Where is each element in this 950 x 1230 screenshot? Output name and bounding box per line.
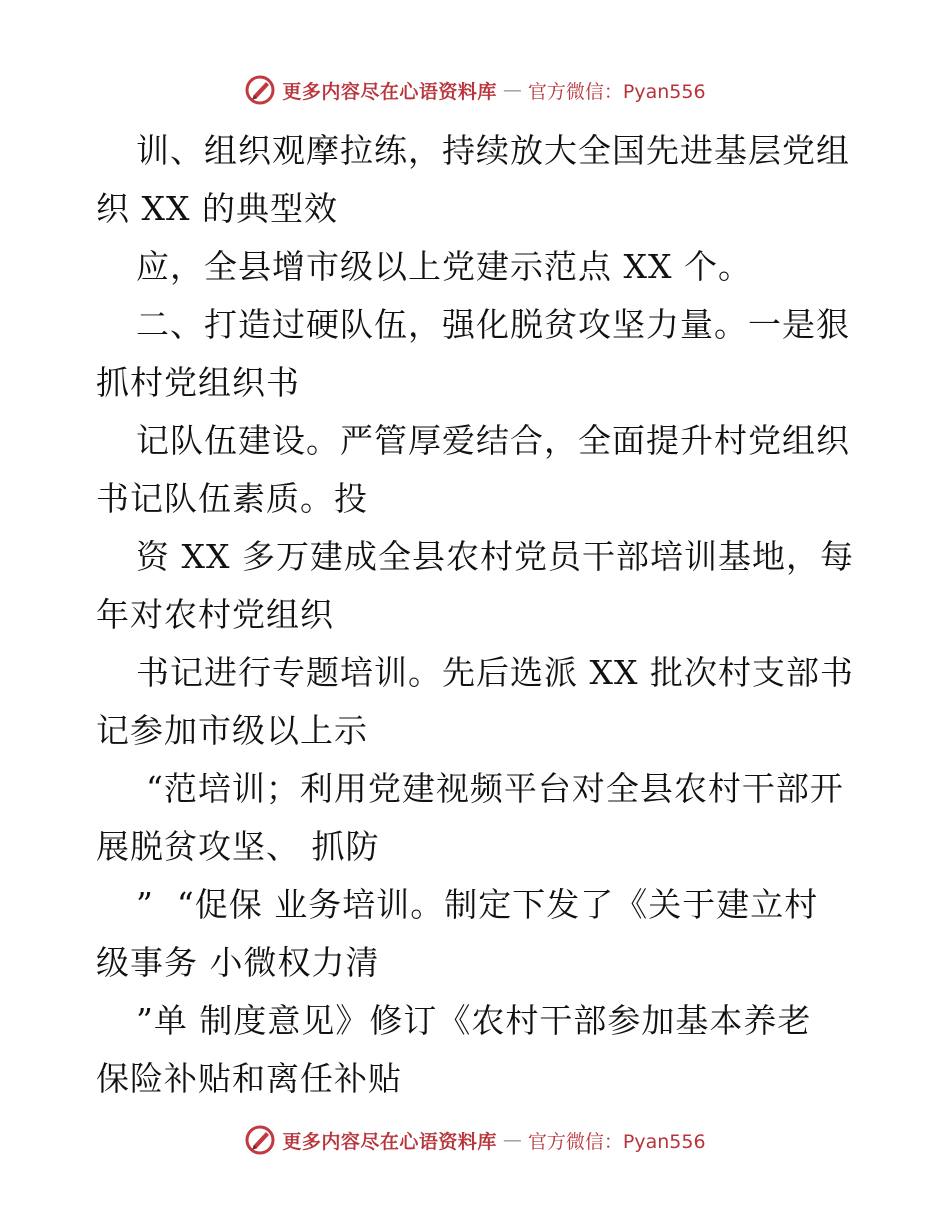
body-line: 记参加市级以上示 xyxy=(96,711,368,750)
body-line: 织 XX 的典型效 xyxy=(96,189,338,228)
body-line: 保险补贴和离任补贴 xyxy=(96,1059,402,1098)
footer-watermark xyxy=(0,1120,950,1160)
body-line: 记队伍建设。严管厚爱结合，全面提升村党组织 xyxy=(136,421,850,460)
watermark-dash: — xyxy=(502,1129,522,1151)
watermark-contact: 官方微信：Pyan556 xyxy=(527,80,706,103)
body-line: 书记进行专题培训。先后选派 XX 批次村支部书 xyxy=(136,653,854,692)
document-body xyxy=(96,122,856,1108)
body-line: ” “促保 业务培训。制定下发了《关于建立村 xyxy=(136,885,819,924)
body-line: 训、组织观摩拉练，持续放大全国先进基层党组 xyxy=(136,131,850,170)
body-line: 资 XX 多万建成全县农村党员干部培训基地，每 xyxy=(136,537,854,576)
pen-logo-icon xyxy=(244,1124,276,1156)
body-line: 应，全县增市级以上党建示范点 XX 个。 xyxy=(136,247,752,286)
watermark-dash: — xyxy=(502,79,522,101)
body-line: 展脱贫攻坚、 抓防 xyxy=(96,827,380,866)
body-line: 二、打造过硬队伍，强化脱贫攻坚力量。一是狠 xyxy=(136,305,850,344)
pen-logo-icon xyxy=(244,74,276,106)
watermark-brand: 更多内容尽在心语资料库 xyxy=(282,80,497,103)
watermark-brand: 更多内容尽在心语资料库 xyxy=(282,1130,497,1153)
body-line: 年对农村党组织 xyxy=(96,595,334,634)
body-line: 书记队伍素质。投 xyxy=(96,479,368,518)
watermark-contact: 官方微信：Pyan556 xyxy=(527,1130,706,1153)
body-line: “范培训；利用党建视频平台对全县农村干部开 xyxy=(146,769,844,808)
body-line: 抓村党组织书 xyxy=(96,363,300,402)
header-watermark xyxy=(0,70,950,110)
body-line: ”单 制度意见》修订《农村干部参加基本养老 xyxy=(136,1001,812,1040)
body-line: 级事务 小微权力清 xyxy=(96,943,380,982)
